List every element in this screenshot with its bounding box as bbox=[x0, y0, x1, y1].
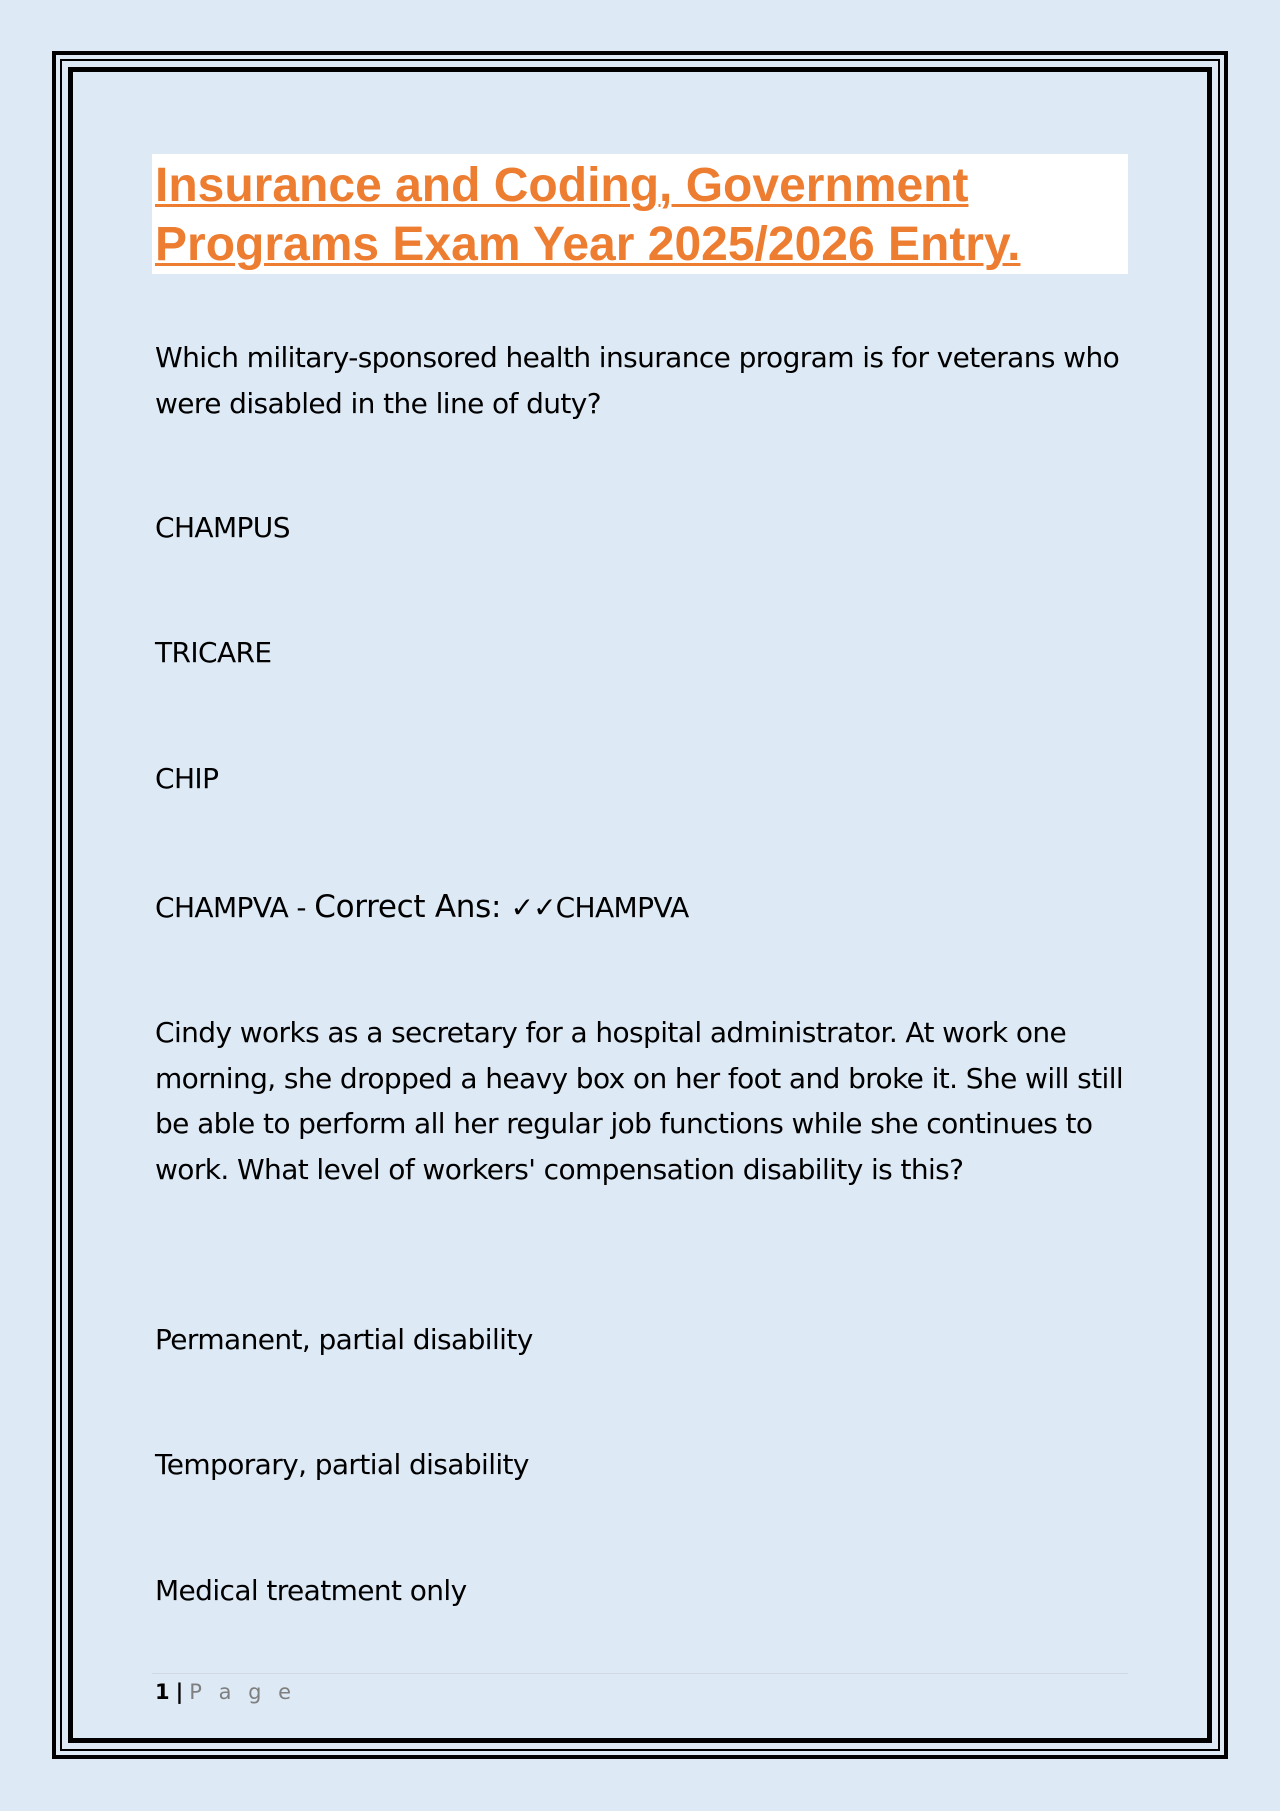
question-1-option-4: CHAMPVA bbox=[155, 891, 289, 924]
correct-answer: CHAMPVA bbox=[555, 891, 689, 924]
question-1-option-2: TRICARE bbox=[155, 636, 272, 669]
question-2-option-1: Permanent, partial disability bbox=[155, 1323, 533, 1356]
question-2-text: Cindy works as a secretary for a hospital administrator. At work one morning, she dropped a heavy box on her foot and broke it. She will still be able to perform all her regular job functions while she continues to work. What level of workers' compensation disability is this? bbox=[155, 1016, 1124, 1186]
answer-separator: - bbox=[288, 891, 315, 924]
question-1-text: Which military-sponsored health insurance program is for veterans who were disabled in the line of duty? bbox=[155, 341, 1120, 420]
page-label: P a g e bbox=[189, 1680, 297, 1704]
document-title: Insurance and Coding, Government Programs Exam Year 2025/2026 Entry. bbox=[155, 159, 1021, 271]
question-1-option-1: CHAMPUS bbox=[155, 511, 290, 544]
footer-separator: | bbox=[175, 1680, 184, 1704]
question-2-option-3: Medical treatment only bbox=[155, 1574, 467, 1607]
page-number: 1 bbox=[155, 1680, 170, 1704]
question-1-option-3: CHIP bbox=[155, 762, 219, 795]
question-2-option-2: Temporary, partial disability bbox=[155, 1448, 529, 1481]
question-1-answer-line bbox=[155, 885, 1125, 931]
checkmark-icon: ✓✓ bbox=[510, 891, 556, 924]
footer-divider bbox=[152, 1673, 1128, 1674]
page-footer bbox=[155, 1678, 296, 1706]
answer-label: Correct Ans: bbox=[314, 889, 511, 925]
